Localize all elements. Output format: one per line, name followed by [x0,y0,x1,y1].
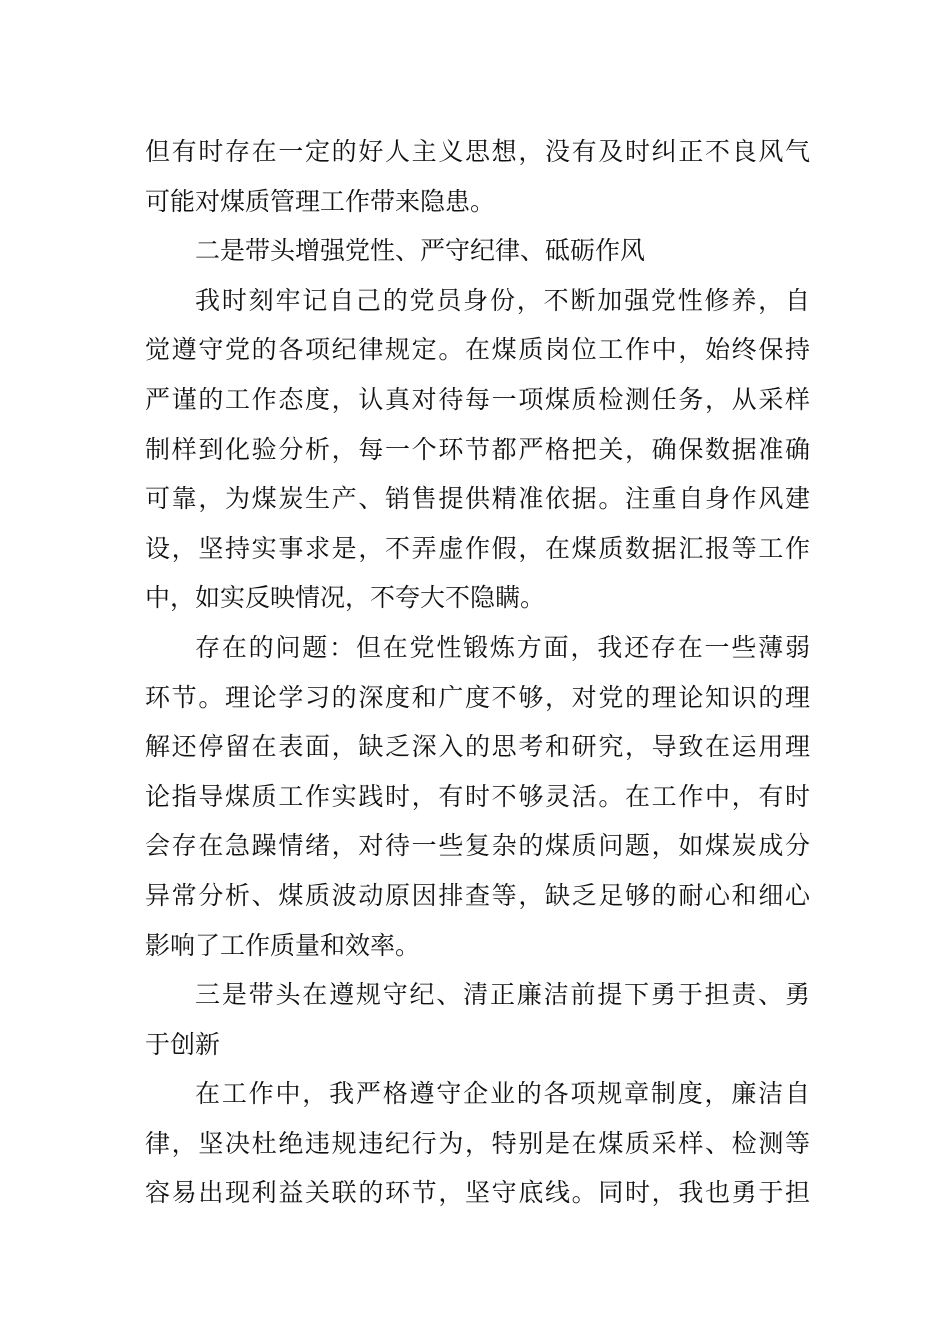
text-line: 设，坚持实事求是，不弄虚作假，在煤质数据汇报等工作 [145,533,810,563]
text-line: 中，如实反映情况，不夸大不隐瞒。 [145,583,546,613]
document-body [145,127,810,1218]
text-line: 我时刻牢记自己的党员身份，不断加强党性修养，自 [195,285,810,315]
text-line: 环节。理论学习的深度和广度不够，对党的理论知识的理 [145,682,810,712]
text-line: 可靠，为煤炭生产、销售提供精准依据。注重自身作风建 [145,484,810,514]
text-line: 异常分析、煤质波动原因排查等，缺乏足够的耐心和细心 [145,880,810,910]
text-line: 制样到化验分析，每一个环节都严格把关，确保数据准确 [145,434,810,464]
text-line: 影响了工作质量和效率。 [145,930,421,960]
text-line: 在工作中，我严格遵守企业的各项规章制度，廉洁自 [195,1079,810,1109]
text-line: 论指导煤质工作实践时，有时不够灵活。在工作中，有时 [145,781,810,811]
text-line: 觉遵守党的各项纪律规定。在煤质岗位工作中，始终保持 [145,335,810,365]
text-line: 存在的问题：但在党性锻炼方面，我还存在一些薄弱 [195,632,810,662]
section-heading-3: 三是带头在遵规守纪、清正廉洁前提下勇于担责、勇 [195,980,810,1010]
text-line: 律，坚决杜绝违规违纪行为，特别是在煤质采样、检测等 [145,1128,810,1158]
text-line: 可能对煤质管理工作带来隐患。 [145,186,496,216]
text-line: 解还停留在表面，缺乏深入的思考和研究，导致在运用理 [145,732,810,762]
section-heading-2: 二是带头增强党性、严守纪律、砥砺作风 [195,236,646,266]
text-line: 严谨的工作态度，认真对待每一项煤质检测任务，从采样 [145,384,810,414]
text-line: 会存在急躁情绪，对待一些复杂的煤质问题，如煤炭成分 [145,831,810,861]
section-heading-3-cont: 于创新 [145,1029,221,1059]
text-line: 但有时存在一定的好人主义思想，没有及时纠正不良风气 [145,137,810,166]
text-line: 容易出现利益关联的环节，坚守底线。同时，我也勇于担 [145,1178,810,1208]
